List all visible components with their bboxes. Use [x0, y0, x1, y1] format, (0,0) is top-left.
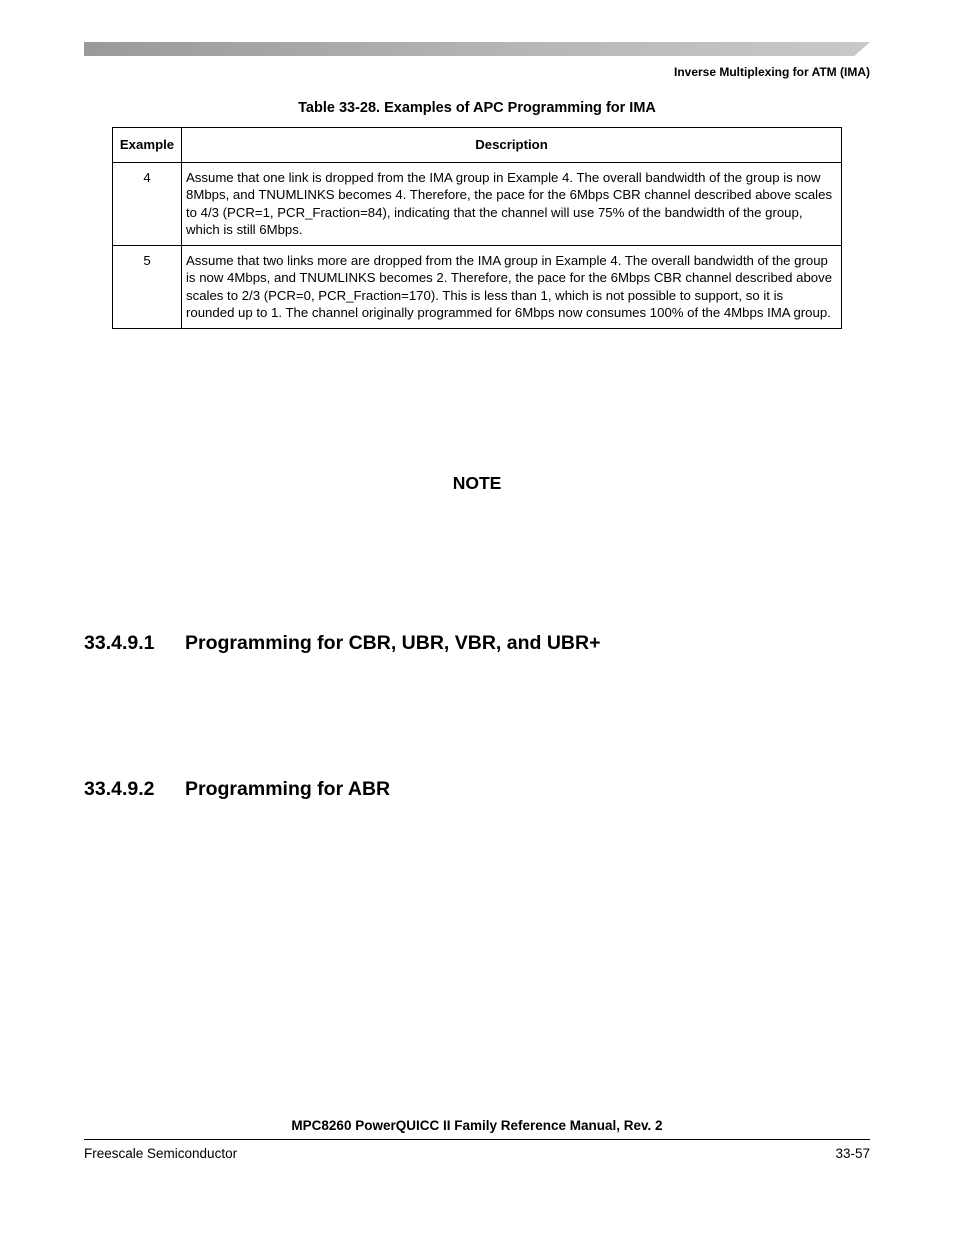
section-title: Programming for CBR, UBR, VBR, and UBR+: [185, 632, 601, 654]
footer-company: Freescale Semiconductor: [84, 1146, 238, 1161]
table-row: [113, 163, 842, 246]
note-title: NOTE: [452, 473, 502, 493]
section-heading-cbr-ubr: [84, 632, 601, 655]
example-number-cell: 4: [113, 163, 182, 246]
description-cell: Assume that two links more are dropped from the IMA group in Example 4. The overall bandwidth of the group is now 4Mbps, and TNUMLINKS becomes 2. Therefore, the pace for the 6Mbps CBR channel described above scales to 2/3 (PCR=0, PCR_Fraction=170). This is less than 1, which is not possible to support, so it is rounded up to 1. The channel originally programmed for 6Mbps now consumes 100% of the 4Mbps IMA group.: [182, 246, 842, 329]
example-number-cell: 5: [113, 246, 182, 329]
running-header: Inverse Multiplexing for ATM (IMA): [673, 65, 870, 79]
description-cell: Assume that one link is dropped from the IMA group in Example 4. The overall bandwidth of the group is now 8Mbps, and TNUMLINKS becomes 4. Therefore, the pace for the 6Mbps CBR channel described above scales to 4/3 (PCR=1, PCR_Fraction=84), indicating that the channel will use 75% of the bandwidth of the group, which is still 6Mbps.: [182, 163, 842, 246]
header-decorative-bar: [84, 42, 870, 56]
column-header-description: Description: [182, 128, 842, 163]
section-number: 33.4.9.1: [84, 632, 155, 654]
footer-page-number: 33-57: [835, 1146, 870, 1161]
apc-programming-table: [112, 127, 842, 329]
section-title: Programming for ABR: [185, 778, 391, 800]
column-header-example: Example: [113, 128, 182, 163]
section-heading-abr: [84, 778, 390, 801]
table-row: [113, 246, 842, 329]
footer-manual-title: MPC8260 PowerQUICC II Family Reference Manual, Rev. 2: [291, 1118, 663, 1133]
footer-divider: [84, 1139, 870, 1140]
table-caption: Table 33-28. Examples of APC Programming for IMA: [298, 100, 656, 116]
section-number: 33.4.9.2: [84, 778, 155, 800]
table-header-row: [113, 128, 842, 163]
